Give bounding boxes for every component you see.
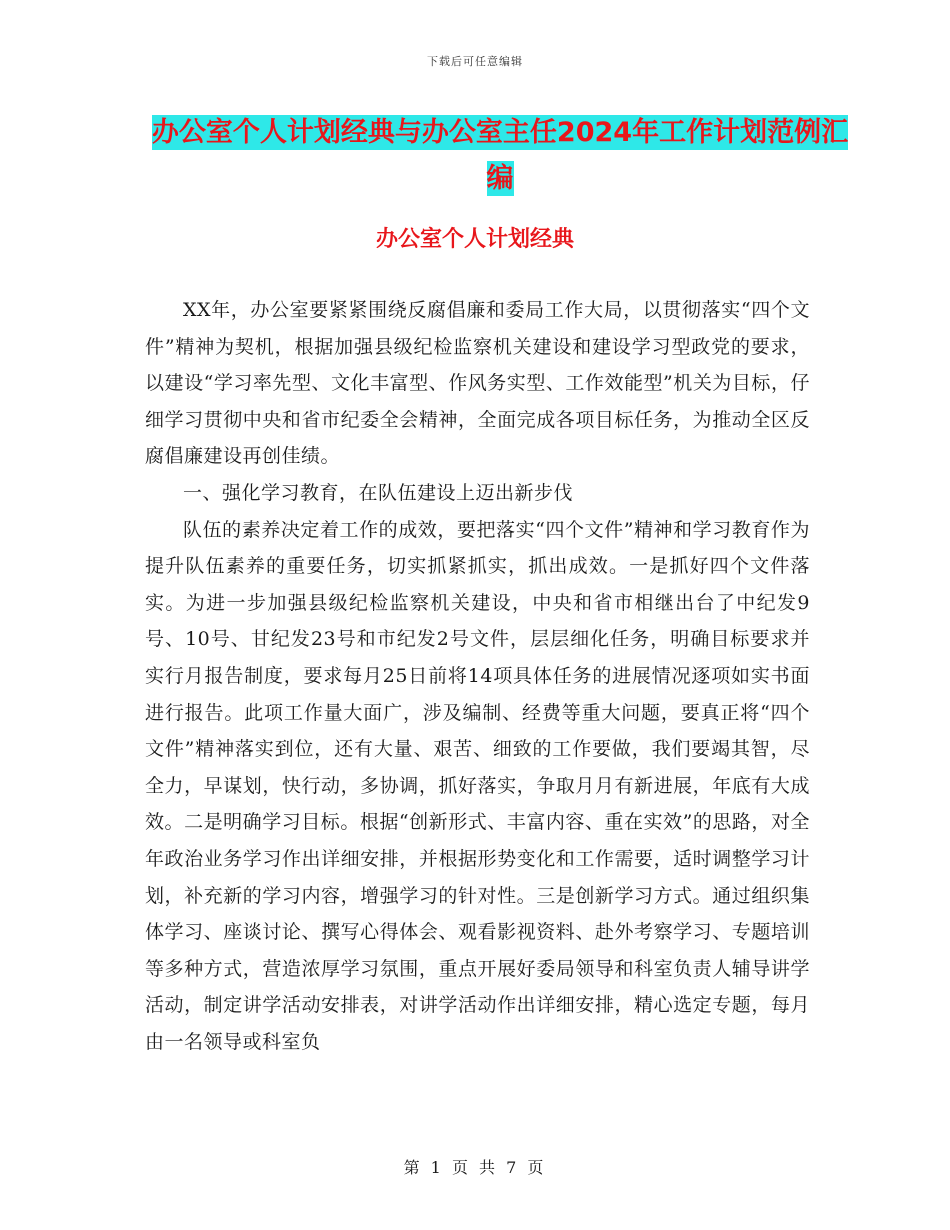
document-body [145,292,810,1060]
paragraph-intro: XX年，办公室要紧紧围绕反腐倡廉和委局工作大局，以贯彻落实“四个文件”精神为契机，根据加强县级纪检监察机关建设和建设学习型政党的要求，以建设“学习率先型、文化丰富型、作风务实型、工作效能型”机关为目标，仔细学习贯彻中央和省市纪委全会精神，全面完成各项目标任务，为推动全区反腐倡廉建设再创佳绩。 [145,299,810,468]
document-title [150,110,850,202]
section-title: 办公室个人计划经典 [375,227,574,252]
header-note: 下载后可任意编辑 [427,55,523,68]
paragraph-body-1: 队伍的素养决定着工作的成效，要把落实“四个文件”精神和学习教育作为提升队伍素养的重要任务，切实抓紧抓实，抓出成效。一是抓好四个文件落实。为进一步加强县级纪检监察机关建设，中央和省市相继出台了中纪发9号、10号、甘纪发23号和市纪发2号文件，层层细化任务，明确目标要求并实行月报告制度，要求每月25日前将14项具体任务的进展情况逐项如实书面进行报告。此项工作量大面广，涉及编制、经费等重大问题，要真正将“四个文件”精神落实到位，还有大量、艰苦、细致的工作要做，我们要竭其智，尽全力，早谋划，快行动，多协调，抓好落实，争取月月有新进展，年底有大成效。二是明确学习目标。根据“创新形式、丰富内容、重在实效”的思路，对全年政治业务学习作出详细安排，并根据形势变化和工作需要，适时调整学习计划，补充新的学习内容，增强学习的针对性。三是创新学习方式。通过组织集体学习、座谈讨论、撰写心得体会、观看影视资料、赴外考察学习、专题培训等多种方式，营造浓厚学习氛围，重点开展好委局领导和科室负责人辅导讲学活动，制定讲学活动安排表，对讲学活动作出详细安排，精心选定专题，每月由一名领导或科室负 [145,518,810,1053]
page-footer: 第 1 页 共 7 页 [403,1158,547,1177]
paragraph-heading-1: 一、强化学习教育，在队伍建设上迈出新步伐 [183,481,574,504]
document-title-text: 办公室个人计划经典与办公室主任2024年工作计划范例汇编 [151,117,849,194]
